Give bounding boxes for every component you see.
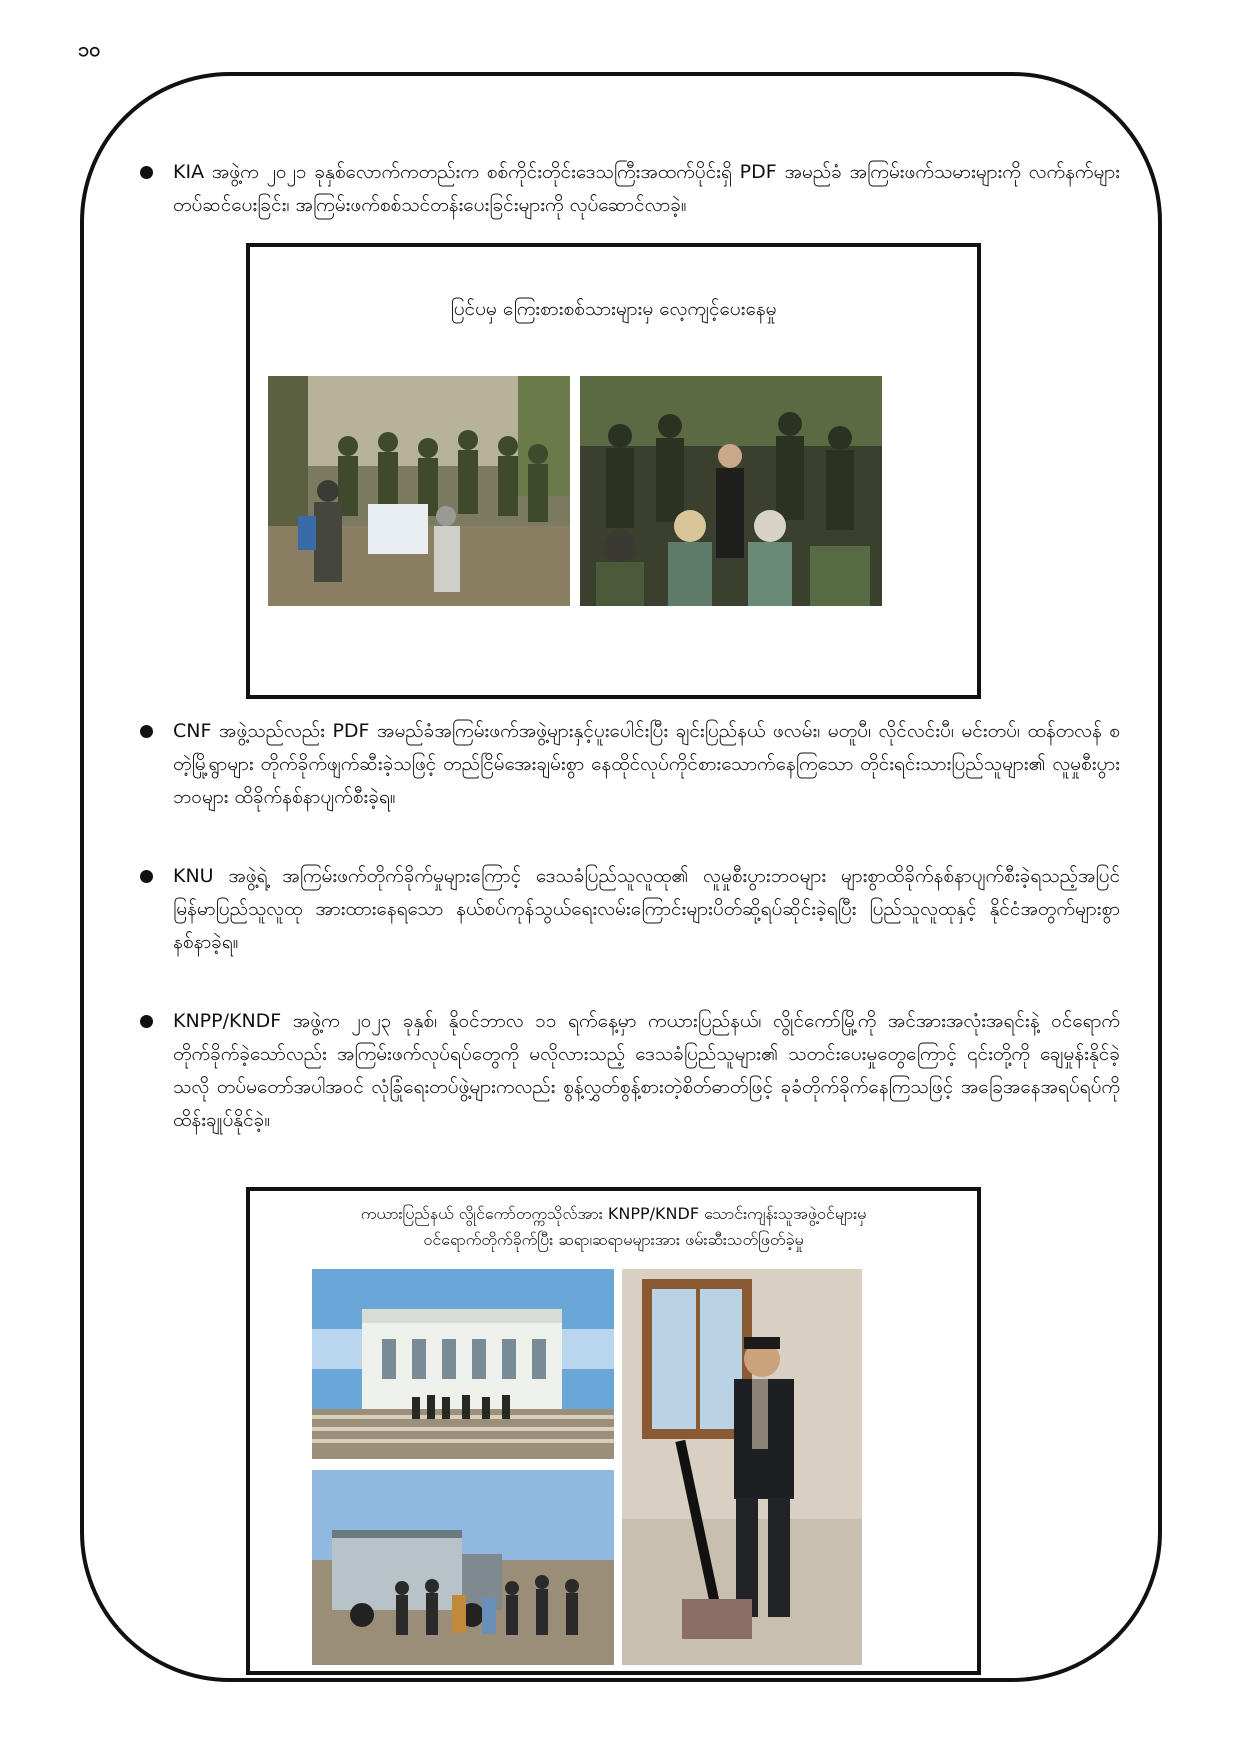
photo-university-building [312, 1269, 614, 1459]
bullet-dot [140, 870, 153, 883]
photo-truck-detainees [312, 1470, 614, 1665]
page-number: ၁၀ [78, 37, 101, 61]
figure-title [250, 1201, 977, 1253]
bullet-cnf [140, 715, 1120, 814]
figure-mercenary-training [246, 243, 981, 699]
bullet-knu [140, 860, 1120, 959]
figure-title-line-2: ဝင်ရောက်တိုက်ခိုက်ပြီး ဆရာ၊ဆရာမများအား ဖမ်းဆီးသတ်ဖြတ်ခဲ့မှု [423, 1230, 804, 1249]
bullet-kia [140, 156, 1120, 222]
bullet-text: KNPP/KNDF အဖွဲ့က ၂၀၂၃ ခုနှစ်၊ နိုဝင်ဘာလ ၁၁ ရက်နေ့မှာ ကယားပြည်နယ်၊ လွိုင်ကော်မြို့ကို အင်အားအလုံးအရင်းနဲ့ ဝင်ရောက်တိုက်ခိုက်ခဲ့သော်လည်း အကြမ်းဖက်လုပ်ရပ်တွေကို မလိုလားသည့် ဒေသခံပြည်သူများ၏ သတင်းပေးမှုတွေကြောင့် ၎င်းတို့ကို ချေမှုန်းနိုင်ခဲ့သလို တပ်မတော်အပါအဝင် လုံခြုံရေးတပ်ဖွဲ့များကလည်း စွန့်လွှတ်စွန့်စားတဲ့စိတ်ဓာတ်ဖြင့် ခုခံတိုက်ခိုက်နေကြသဖြင့် အခြေအနေအရပ်ရပ်ကို ထိန်းချုပ်နိုင်ခဲ့။ [173, 1010, 1120, 1131]
bullet-text: CNF အဖွဲ့သည်လည်း PDF အမည်ခံအကြမ်းဖက်အဖွဲ့များနှင့်ပူးပေါင်းပြီး ချင်းပြည်နယ် ဖလမ်း၊ မတူပီ၊ လိုင်လင်းပီ၊ မင်းတပ်၊ ထန်တလန် စတဲ့မြို့ရွာများ တိုက်ခိုက်ဖျက်ဆီးခဲ့သဖြင့် တည်ငြိမ်အေးချမ်းစွာ နေထိုင်လုပ်ကိုင်စားသောက်နေကြသော တိုင်းရင်းသားပြည်သူများ၏ လူမှုစီးပွားဘဝများ ထိခိုက်နစ်နာပျက်စီးခဲ့ရ။ [173, 720, 1120, 808]
bullet-text: KNU အဖွဲ့ရဲ့ အကြမ်းဖက်တိုက်ခိုက်မှုများကြောင့် ဒေသခံပြည်သူလူထု၏ လူမှုစီးပွားဘဝများ များစွာထိခိုက်နစ်နာပျက်စီးခဲ့ရသည့်အပြင် မြန်မာပြည်သူလူထု အားထားနေရသော နယ်စပ်ကုန်သွယ်ရေးလမ်းကြောင်းများပိတ်ဆို့ရပ်ဆိုင်းခဲ့ရပြီး ပြည်သူလူထုနှင့် နိုင်ငံအတွက်များစွာ နစ်နာခဲ့ရ။ [173, 865, 1120, 953]
figure-loikaw-university-attack [246, 1187, 981, 1675]
figure-title-line-1: ကယားပြည်နယ် လွိုင်ကော်တက္ကသိုလ်အား KNPP/KNDF သောင်းကျန်းသူအဖွဲ့ဝင်များမှ [360, 1204, 867, 1223]
bullet-dot [140, 166, 153, 179]
photo-training-map [268, 376, 570, 606]
photo-armed-man [622, 1269, 862, 1665]
bullet-dot [140, 725, 153, 738]
bullet-dot [140, 1015, 153, 1028]
bullet-text: KIA အဖွဲ့က ၂၀၂၁ ခုနှစ်လောက်ကတည်းက စစ်ကိုင်းတိုင်းဒေသကြီးအထက်ပိုင်းရှိ PDF အမည်ခံ အကြမ်းဖက်သမားများကို လက်နက်များ တပ်ဆင်ပေးခြင်း၊ အကြမ်းဖက်စစ်သင်တန်းပေးခြင်းများကို လုပ်ဆောင်လာခဲ့။ [173, 161, 1120, 216]
figure-title: ပြင်ပမှ ကြေးစားစစ်သားများမှ လေ့ကျင့်ပေးနေမှု [450, 298, 777, 320]
photo-training-group [580, 376, 882, 606]
bullet-knpp-kndf [140, 1005, 1120, 1137]
